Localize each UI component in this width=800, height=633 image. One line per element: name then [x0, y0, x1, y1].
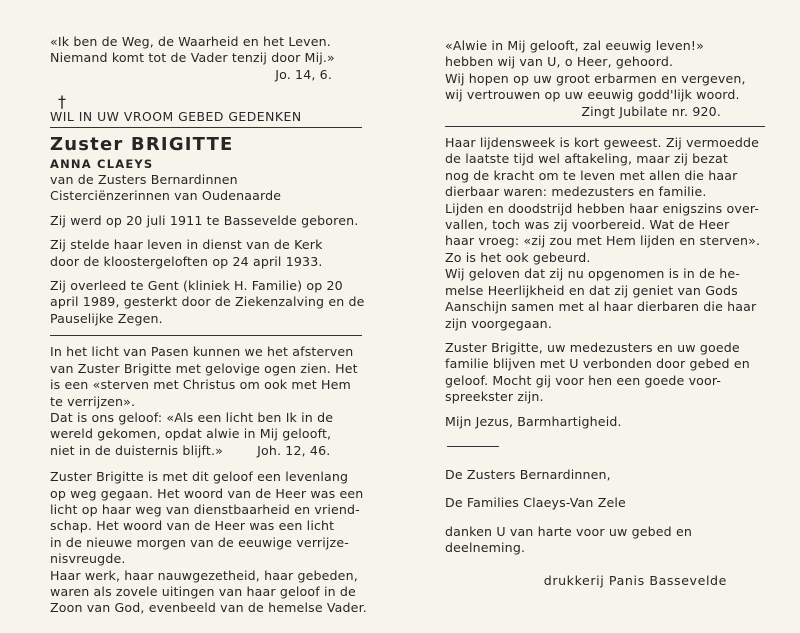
life-line: waren als zovele uitingen van haar geloof in de	[50, 583, 356, 599]
easter-line: te verrijzen».	[50, 393, 136, 409]
prayer-heading: WIL IN UW VROOM GEBED GEDENKEN	[50, 109, 302, 125]
suffering-line: nog de kracht om te leven met allen die haar	[445, 167, 738, 183]
deceased-name: Zuster BRIGITTE	[50, 133, 234, 155]
sender-families: De Families Claeys-Van Zele	[445, 495, 626, 511]
suffering-line: de laatste tijd wel aftakeling, maar zij bezat	[445, 151, 728, 167]
hymn-line: hebben wij van U, o Heer, gehoord.	[445, 54, 674, 70]
life-line: op weg gegaan. Het woord van de Heer was een	[50, 485, 364, 501]
death-line: Pauselijke Zegen.	[50, 310, 163, 326]
suffering-line: Wij geloven dat zij nu opgenomen is in de he-	[445, 266, 740, 282]
cross-icon: †	[58, 92, 67, 112]
life-line: licht op haar weg van dienstbaarheid en vriend-	[50, 501, 360, 517]
faith-reference: Joh. 12, 46.	[257, 442, 331, 458]
suffering-line: Haar lijdensweek is kort geweest. Zij vermoedde	[445, 135, 760, 151]
sender-sisters: De Zusters Bernardinnen,	[445, 466, 611, 482]
easter-line: is een «sterven met Christus om ook met Hem	[50, 377, 351, 393]
bond-line: spreekster zijn.	[445, 389, 544, 405]
birth-name: ANNA CLAEYS	[50, 156, 154, 171]
vows-line: door de kloostergeloften op 24 april 1933.	[50, 253, 323, 269]
bond-line: geloof. Mocht gij voor hen een goede voor-	[445, 372, 722, 388]
easter-line: In het licht van Pasen kunnen we het afsterven	[50, 344, 354, 360]
suffering-line: vallen, toch was zij voorbereid. Wat de Heer	[445, 217, 730, 233]
quote-reference: Jo. 14, 6.	[275, 66, 332, 82]
suffering-line: Lijden en doodstrijd hebben haar enigszins over-	[445, 200, 760, 216]
hymn-reference: Zingt Jubilate nr. 920.	[581, 103, 721, 119]
quote-line: Niemand komt tot de Vader tenzij door Mij.»	[50, 50, 335, 66]
right-column	[445, 38, 765, 589]
suffering-line: haar vroeg: «zij zou met Hem lijden en sterven».	[445, 233, 761, 249]
vows-line: Zij stelde haar leven in dienst van de Kerk	[50, 237, 323, 253]
thanks-line: deelneming.	[445, 540, 526, 556]
death-line: april 1989, gesterkt door de Ziekenzalving en de	[50, 294, 365, 310]
faith-last-line	[50, 443, 362, 459]
congregation-line: Cisterciënzerinnen van Oudenaarde	[50, 188, 282, 204]
easter-line: van Zuster Brigitte met gelovige ogen zien. Het	[50, 360, 358, 376]
life-line: Haar werk, haar nauwgezetheid, haar gebeden,	[50, 567, 358, 583]
life-line: Zuster Brigitte is met dit geloof een levenlang	[50, 469, 349, 485]
faith-line: wereld gekomen, opdat alwie in Mij gelooft,	[50, 426, 332, 442]
suffering-line: melse Heerlijkheid en dat zij geniet van Gods	[445, 282, 738, 298]
hymn-line: wij vertrouwen op uw eeuwig godd'lijk woord.	[445, 87, 740, 103]
birth-statement: Zij werd op 20 juli 1911 te Bassevelde geboren.	[50, 212, 359, 228]
suffering-line: zijn voorgegaan.	[445, 315, 552, 331]
bond-line: Zuster Brigitte, uw medezusters en uw goede	[445, 339, 740, 355]
faith-last-text: niet in de duisternis blijft.»	[50, 442, 223, 458]
hymn-line: «Alwie in Mij gelooft, zal eeuwig leven!»	[445, 38, 704, 53]
bond-line: familie blijven met U verbonden door gebed en	[445, 356, 750, 372]
death-line: Zij overleed te Gent (kliniek H. Familie) op 20	[50, 278, 343, 294]
printer-credit: drukkerij Panis Bassevelde	[543, 572, 727, 588]
suffering-line: Zo is het ook gebeurd.	[445, 249, 591, 265]
left-column	[50, 34, 367, 617]
thanks-line: danken U van harte voor uw gebed en	[445, 523, 693, 539]
quote-line: «Ik ben de Weg, de Waarheid en het Leven.	[50, 34, 331, 49]
hymn-line: Wij hopen op uw groot erbarmen en vergeven,	[445, 70, 746, 86]
life-line: schap. Het woord van de Heer was een licht	[50, 518, 335, 534]
congregation-line: van de Zusters Bernardinnen	[50, 172, 238, 188]
life-line: nisvreugde.	[50, 551, 126, 567]
suffering-line: dierbaar waren: medezusters en familie.	[445, 184, 707, 200]
life-line: in de nieuwe morgen van de eeuwige verrijze-	[50, 534, 349, 550]
life-line: Zoon van God, evenbeeld van de hemelse Vader.	[50, 600, 367, 616]
suffering-line: Aanschijn samen met al haar dierbaren die haar	[445, 299, 757, 315]
faith-line: Dat is ons geloof: «Als een licht ben Ik in de	[50, 409, 334, 425]
invocation: Mijn Jezus, Barmhartigheid.	[445, 413, 622, 429]
